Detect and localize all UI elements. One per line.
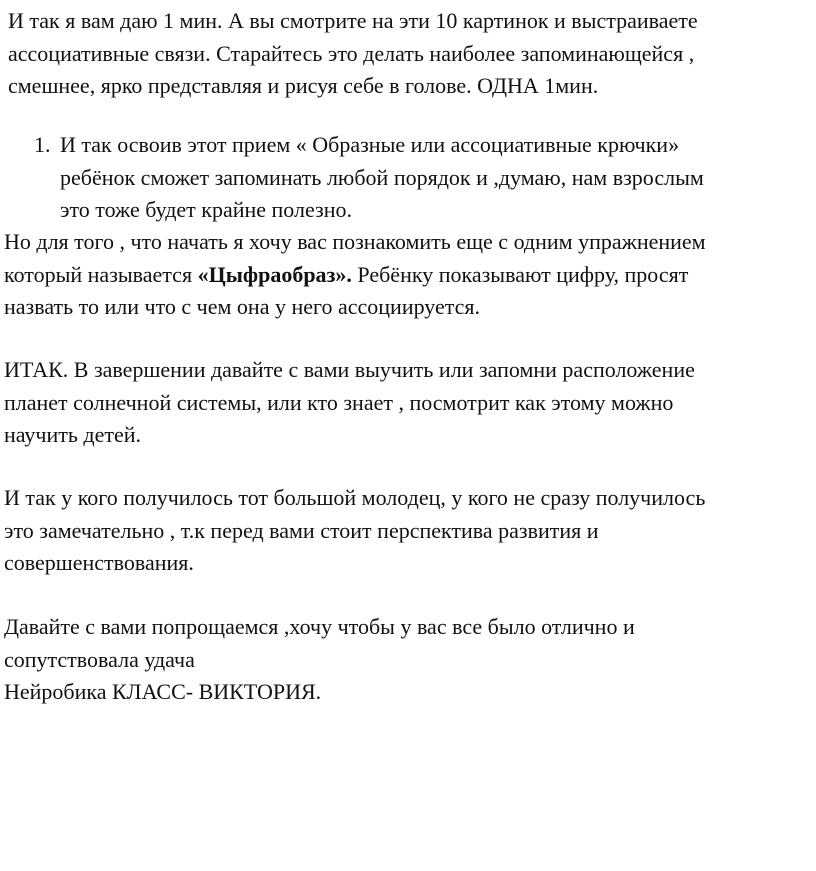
text-line: ребёнок сможет запоминать любой порядок и ,думаю, нам взрослым — [60, 164, 704, 190]
intro-paragraph — [8, 5, 808, 103]
farewell-paragraph — [4, 611, 804, 709]
text-line: ИТАК. В завершении давайте с вами выучить или запомни расположение — [4, 357, 695, 382]
signature-line: Нейробика КЛАСС- ВИКТОРИЯ. — [4, 679, 322, 704]
text-line: И так я вам даю 1 мин. А вы смотрите на эти 10 картинок и выстраиваете — [8, 8, 698, 33]
text-line: смешнее, ярко представляя и рисуя себе в голове. ОДНА 1мин. — [8, 73, 599, 98]
text-line: научить детей. — [4, 422, 142, 447]
conclusion-paragraph — [4, 354, 804, 452]
text-line — [4, 259, 804, 292]
text-line: назвать то или что с чем она у него ассоциируется. — [4, 294, 481, 319]
text-line: И так освоив этот прием « Образные или ассоциативные крючки» — [60, 132, 680, 157]
list-number: 1. — [34, 132, 51, 157]
text-line: это тоже будет крайне полезно. — [60, 197, 352, 222]
text-line: ассоциативные связи. Старайтесь это делать наиболее запоминающейся , — [8, 40, 695, 66]
text-run: который называется — [4, 261, 198, 287]
text-line: это замечательно , т.к перед вами стоит перспектива развития и — [4, 517, 599, 543]
exercise-paragraph — [4, 226, 804, 324]
text-line: Но для того , что начать я хочу вас познакомить еще с одним упражнением — [4, 229, 706, 254]
text-line: Давайте с вами попрощаемся ,хочу чтобы у вас все было отлично и — [4, 614, 635, 639]
text-line: планет солнечной системы, или кто знает , посмотрит как этому можно — [4, 389, 674, 415]
text-line: сопутствовала удача — [4, 646, 195, 672]
text-run: Ребёнку показывают цифру, просят — [351, 261, 689, 287]
text-line: И так у кого получилось тот большой молодец, у кого не сразу получилось — [4, 485, 706, 510]
exercise-name: «Цыфраобраз». — [197, 261, 352, 287]
text-line: совершенствования. — [4, 550, 194, 575]
list-item-text — [60, 129, 704, 227]
praise-paragraph — [4, 482, 804, 580]
